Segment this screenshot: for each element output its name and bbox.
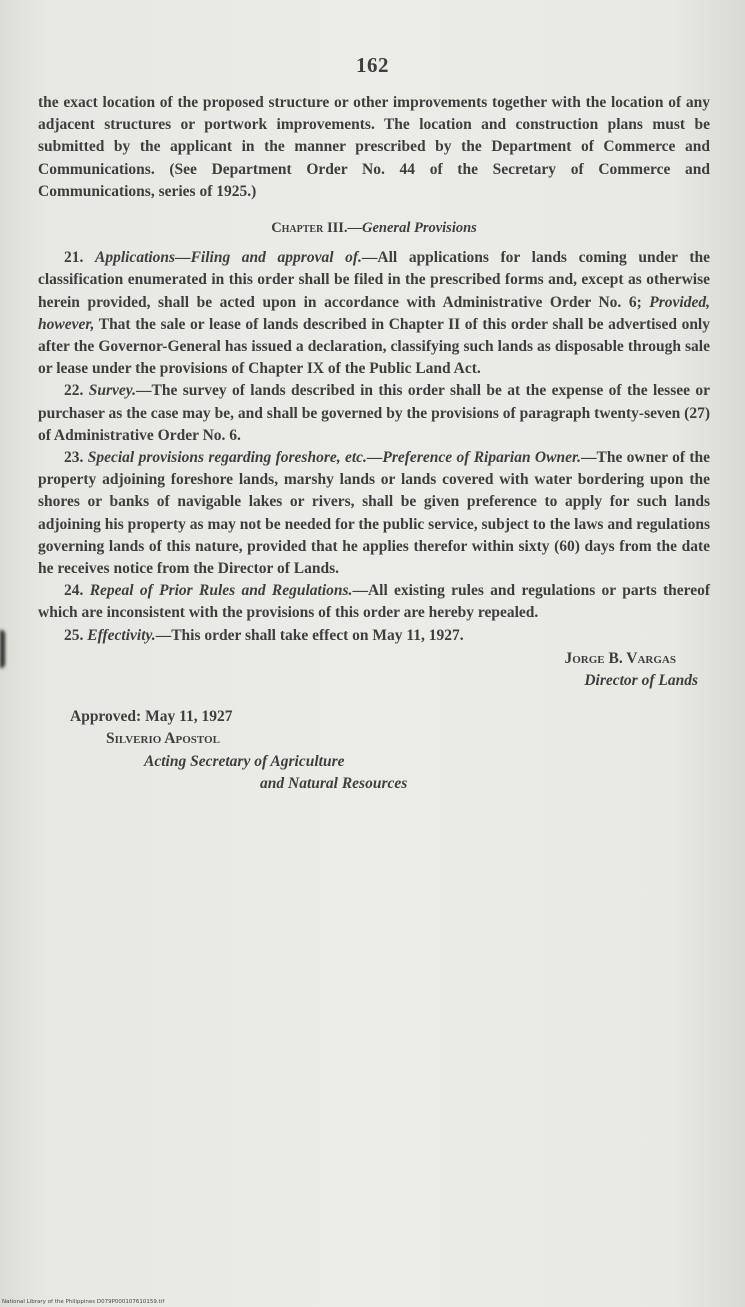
section-heading: Effectivity. (87, 626, 156, 644)
section-number: 21. (64, 249, 84, 267)
chapter-title: —General Provisions (347, 220, 477, 237)
section-heading: Survey. (88, 382, 136, 400)
section-25 (38, 625, 710, 647)
scan-footer: National Library of the Philippines D079P000107610159.tif (2, 1299, 165, 1305)
approver-title-continued: and Natural Resources (260, 774, 408, 792)
section-22 (38, 380, 710, 447)
section-23 (38, 447, 710, 580)
section-number: 25. (64, 626, 84, 644)
section-text-continued: That the sale or lease of lands described in Chapter II of this order shall be advertised only after the Governor-General has issued a declaration, classifying such lands as disposable through sale or lease under the provisions of Chapter IX of the Public Land Act. (38, 315, 710, 378)
section-heading: Repeal of Prior Rules and Regulations. (89, 582, 353, 600)
approval-line: Approved: May 11, 1927 (70, 708, 233, 726)
section-number: 22. (64, 382, 84, 400)
chapter-label: Chapter III. (271, 220, 348, 237)
section-text: —The owner of the property adjoining foreshore lands, marshy lands or lands covered with water bordering upon the shores or banks of navigable lakes or rivers, shall be given preference to apply for such lands adjoining his property as may not be needed for the public service, subject to the laws and regulations governing lands of this nature, provided that he applies therefor within sixty (60) days from the date he receives notice from the Director of Lands. (38, 449, 710, 578)
section-24 (38, 580, 710, 624)
approver-name: Silverio Apostol (106, 730, 220, 748)
document-body (38, 92, 710, 795)
signatory-name: Jorge B. Vargas (564, 649, 676, 667)
section-text: —The survey of lands described in this order shall be at the expense of the lessee or purchaser as the case may be, and shall be governed by the provisions of paragraph twenty-seven (27) of Administrative Order No. 6. (38, 382, 711, 444)
chapter-heading (38, 217, 710, 239)
paragraph-continuation: the exact location of the proposed structure or other improvements together with the location of any adjacent structures or portwork improvements. The location and construction plans must be submitted by the applicant in the manner prescribed by the Department of Commerce and Communications. (See Department Order No. 44 of the Secretary of Commerce and Communications, series of 1925.) (38, 94, 710, 200)
section-21 (38, 247, 710, 380)
section-heading: Applications—Filing and approval of. (94, 249, 362, 267)
section-text: —This order shall take effect on May 11, 1927. (155, 626, 464, 644)
section-number: 24. (64, 582, 84, 600)
signature-block (38, 648, 710, 692)
approval-block (38, 706, 710, 795)
page-number: 162 (356, 53, 389, 77)
signatory-title: Director of Lands (584, 672, 698, 690)
section-text: —All existing rules and regulations or parts thereof which are inconsistent with the provisions of this order are hereby repealed. (38, 582, 710, 622)
section-heading: Special provisions regarding foreshore, etc.—Preference of Riparian Owner. (87, 449, 581, 467)
section-text: —All applications for lands coming under the classification enumerated in this order shall be filed in the prescribed forms and, except as otherwise herein provided, shall be acted upon in accordance with Administrative Order No. 6; (38, 249, 710, 311)
section-proviso: Provided, however, (38, 293, 710, 333)
approver-title: Acting Secretary of Agriculture (144, 752, 345, 770)
binding-shadow (0, 630, 5, 668)
section-number: 23. (64, 449, 84, 467)
